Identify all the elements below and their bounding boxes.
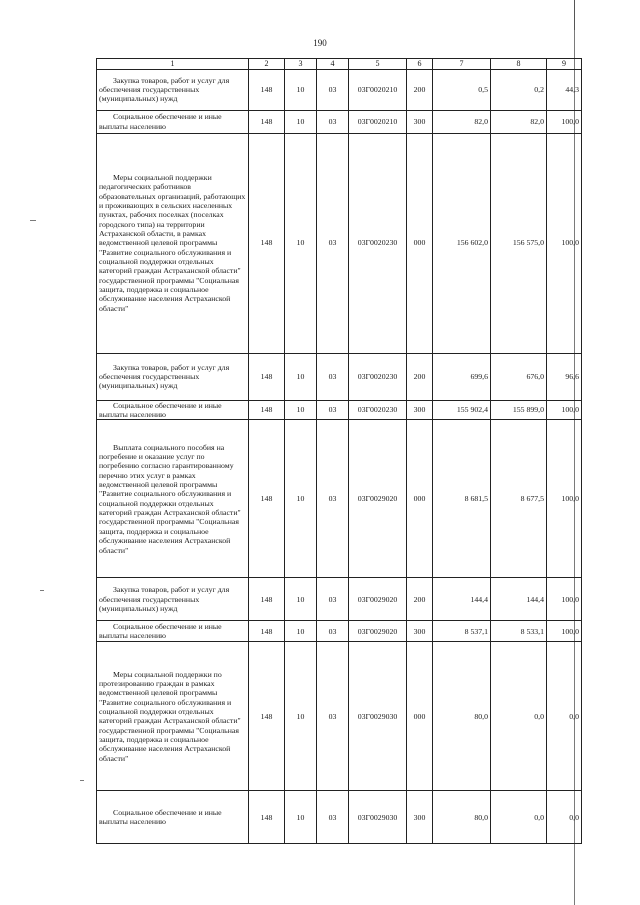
code-cell: 148	[249, 353, 285, 400]
table-row	[97, 642, 582, 791]
row-name-cell	[97, 400, 249, 420]
amount-cell: 8 677,5	[491, 420, 547, 578]
row-name: Социальное обеспечение и иные выплаты населению	[99, 807, 222, 827]
code-cell: 148	[249, 791, 285, 844]
table-row	[97, 420, 582, 578]
percent-cell: 100,0	[547, 110, 582, 133]
amount-cell: 8 681,5	[433, 420, 491, 578]
code-cell: 300	[407, 791, 433, 844]
code-cell: 03	[317, 110, 349, 133]
amount-cell: 144,4	[491, 578, 547, 621]
code-cell: 03	[317, 400, 349, 420]
column-header: 1	[97, 59, 249, 70]
code-cell: 148	[249, 621, 285, 642]
code-cell: 10	[285, 353, 317, 400]
code-cell: 10	[285, 400, 317, 420]
code-cell: 03Г0020210	[349, 110, 407, 133]
table-row	[97, 353, 582, 400]
code-cell: 148	[249, 578, 285, 621]
code-cell: 300	[407, 400, 433, 420]
row-name-cell	[97, 133, 249, 353]
code-cell: 03	[317, 353, 349, 400]
amount-cell: 82,0	[433, 110, 491, 133]
code-cell: 03	[317, 69, 349, 110]
scan-line-top	[574, 0, 575, 30]
row-name-cell	[97, 578, 249, 621]
code-cell: 148	[249, 642, 285, 791]
row-name-cell	[97, 642, 249, 791]
table-row	[97, 791, 582, 844]
amount-cell: 80,0	[433, 791, 491, 844]
column-header: 2	[249, 59, 285, 70]
code-cell: 03Г0020230	[349, 133, 407, 353]
amount-cell: 699,6	[433, 353, 491, 400]
table-row	[97, 400, 582, 420]
scan-dash-left	[30, 220, 36, 221]
row-name-cell	[97, 110, 249, 133]
code-cell: 000	[407, 642, 433, 791]
row-name: Закупка товаров, работ и услуг для обеспечения государственных (муниципальных) нужд	[99, 585, 230, 613]
code-cell: 03	[317, 133, 349, 353]
amount-cell: 156 602,0	[433, 133, 491, 353]
percent-cell: 96,6	[547, 353, 582, 400]
scan-dash-left-3	[80, 780, 84, 781]
amount-cell: 676,0	[491, 353, 547, 400]
scan-dash-left-2	[40, 590, 44, 591]
row-name: Меры социальной поддержки педагогических работников образовательных организаций, работающих и проживающих в сельских населенных пунктах, рабочих поселках (поселках городского типа) на территории Астраханской области, в рамках ведомственной целевой программы "Развитие социального обслуживания и социальной поддержки отдельных категорий граждан Астраханской области" государственной программы "Социальная защита, поддержка и социальное обслуживание населения Астраханской области"	[99, 173, 246, 313]
code-cell: 03	[317, 791, 349, 844]
row-name: Выплата социального пособия на погребение и оказание услуг по погребению согласно гарантированному перечню этих услуг в рамках ведомственной целевой программы "Развитие социального обслуживания и социальной поддержки отдельных категорий граждан Астраханской области" государственной программы "Социальная защита, поддержка и социальное обслуживание населения Астраханской области"	[99, 442, 241, 555]
amount-cell: 80,0	[433, 642, 491, 791]
code-cell: 03Г0029030	[349, 791, 407, 844]
percent-cell: 100,0	[547, 621, 582, 642]
code-cell: 03Г0029020	[349, 621, 407, 642]
code-cell: 10	[285, 110, 317, 133]
code-cell: 03	[317, 642, 349, 791]
amount-cell: 82,0	[491, 110, 547, 133]
code-cell: 03Г0020230	[349, 353, 407, 400]
percent-cell: 100,0	[547, 420, 582, 578]
code-cell: 10	[285, 420, 317, 578]
code-cell: 200	[407, 578, 433, 621]
row-name: Закупка товаров, работ и услуг для обеспечения государственных (муниципальных) нужд	[99, 362, 230, 391]
code-cell: 000	[407, 420, 433, 578]
code-cell: 300	[407, 110, 433, 133]
table-row	[97, 578, 582, 621]
row-name-cell	[97, 420, 249, 578]
code-cell: 10	[285, 621, 317, 642]
amount-cell: 144,4	[433, 578, 491, 621]
column-header: 6	[407, 59, 433, 70]
column-header: 9	[547, 59, 582, 70]
code-cell: 10	[285, 642, 317, 791]
column-header: 8	[491, 59, 547, 70]
code-cell: 03Г0020230	[349, 400, 407, 420]
percent-cell: 44,3	[547, 69, 582, 110]
code-cell: 03	[317, 621, 349, 642]
code-cell: 148	[249, 133, 285, 353]
code-cell: 03Г0029030	[349, 642, 407, 791]
table-header-row	[97, 59, 582, 70]
column-header: 3	[285, 59, 317, 70]
code-cell: 03Г0029020	[349, 578, 407, 621]
percent-cell: 100,0	[547, 133, 582, 353]
code-cell: 03	[317, 420, 349, 578]
budget-table	[96, 58, 582, 844]
amount-cell: 155 902,4	[433, 400, 491, 420]
row-name: Социальное обеспечение и иные выплаты населению	[99, 621, 222, 641]
column-header: 4	[317, 59, 349, 70]
code-cell: 03Г0020210	[349, 69, 407, 110]
amount-cell: 156 575,0	[491, 133, 547, 353]
code-cell: 03Г0029020	[349, 420, 407, 578]
amount-cell: 155 899,0	[491, 400, 547, 420]
table-row	[97, 69, 582, 110]
column-header: 5	[349, 59, 407, 70]
code-cell: 10	[285, 69, 317, 110]
amount-cell: 0,5	[433, 69, 491, 110]
amount-cell: 0,2	[491, 69, 547, 110]
row-name: Закупка товаров, работ и услуг для обеспечения государственных (муниципальных) нужд	[99, 75, 230, 104]
row-name-cell	[97, 69, 249, 110]
code-cell: 03	[317, 578, 349, 621]
code-cell: 148	[249, 420, 285, 578]
amount-cell: 8 533,1	[491, 621, 547, 642]
page-number: 190	[313, 38, 327, 48]
code-cell: 148	[249, 400, 285, 420]
code-cell: 300	[407, 621, 433, 642]
code-cell: 148	[249, 69, 285, 110]
percent-cell: 100,0	[547, 578, 582, 621]
amount-cell: 0,0	[491, 642, 547, 791]
code-cell: 10	[285, 133, 317, 353]
column-header: 7	[433, 59, 491, 70]
code-cell: 200	[407, 69, 433, 110]
row-name: Социальное обеспечение и иные выплаты населению	[99, 400, 222, 419]
row-name-cell	[97, 353, 249, 400]
table-row	[97, 621, 582, 642]
table-row	[97, 110, 582, 133]
code-cell: 10	[285, 791, 317, 844]
row-name: Меры социальной поддержки по протезированию граждан в рамках ведомственной целевой программы "Развитие социального обслуживания и социальной поддержки отдельных категорий граждан Астраханской области" государственной программы "Социальная защита, поддержка и социальное обслуживание населения Астраханской области"	[99, 669, 241, 763]
percent-cell: 0,0	[547, 791, 582, 844]
percent-cell: 0,0	[547, 642, 582, 791]
row-name: Социальное обеспечение и иные выплаты населению	[99, 112, 222, 131]
table-row	[97, 133, 582, 353]
row-name-cell	[97, 791, 249, 844]
amount-cell: 8 537,1	[433, 621, 491, 642]
row-name-cell	[97, 621, 249, 642]
code-cell: 10	[285, 578, 317, 621]
amount-cell: 0,0	[491, 791, 547, 844]
code-cell: 000	[407, 133, 433, 353]
percent-cell: 100,0	[547, 400, 582, 420]
code-cell: 200	[407, 353, 433, 400]
code-cell: 148	[249, 110, 285, 133]
